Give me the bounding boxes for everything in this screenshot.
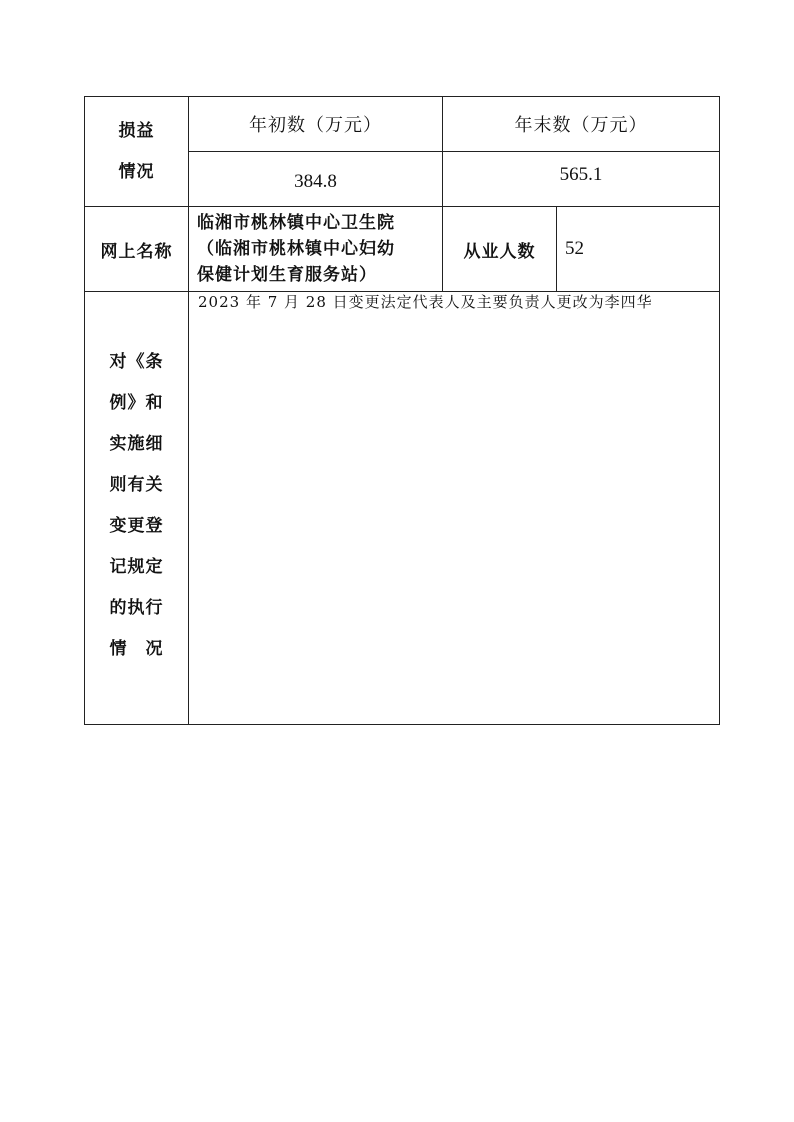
online-name-line1: 临湘市桃林镇中心卫生院 (197, 213, 395, 233)
online-name-label: 网上名称 (100, 241, 173, 262)
profit-loss-label-line2: 情况 (118, 161, 155, 182)
year-start-value: 384.8 (294, 171, 337, 192)
compliance-label-line: 实施细 (109, 434, 164, 454)
compliance-label-line: 对《条 (109, 352, 164, 372)
year-start-header: 年初数（万元） (249, 115, 382, 136)
profit-loss-label (85, 97, 188, 206)
compliance-label-line: 情 况 (109, 639, 164, 659)
compliance-label-line: 则有关 (109, 475, 164, 495)
staff-label: 从业人数 (463, 241, 536, 262)
report-table (84, 96, 720, 725)
compliance-label-line: 的执行 (109, 598, 164, 618)
compliance-content: 2023 年 7 月 28 日变更法定代表人及主要负责人更改为李四华 (198, 293, 653, 311)
table-border-right (719, 96, 720, 725)
online-name-line2: （临湘市桃林镇中心妇幼 (197, 239, 395, 259)
profit-loss-label-line1: 损益 (118, 120, 155, 141)
year-end-value: 565.1 (559, 164, 603, 185)
year-end-header: 年末数（万元） (514, 115, 648, 136)
staff-value: 52 (565, 238, 584, 259)
compliance-label-line: 变更登 (109, 516, 164, 536)
online-name-line3: 保健计划生育服务站） (197, 265, 377, 285)
online-name-value (189, 207, 442, 291)
compliance-label-line: 例》和 (109, 393, 164, 413)
compliance-label (85, 342, 188, 682)
table-border-bottom (84, 724, 720, 725)
compliance-label-line: 记规定 (109, 557, 164, 577)
